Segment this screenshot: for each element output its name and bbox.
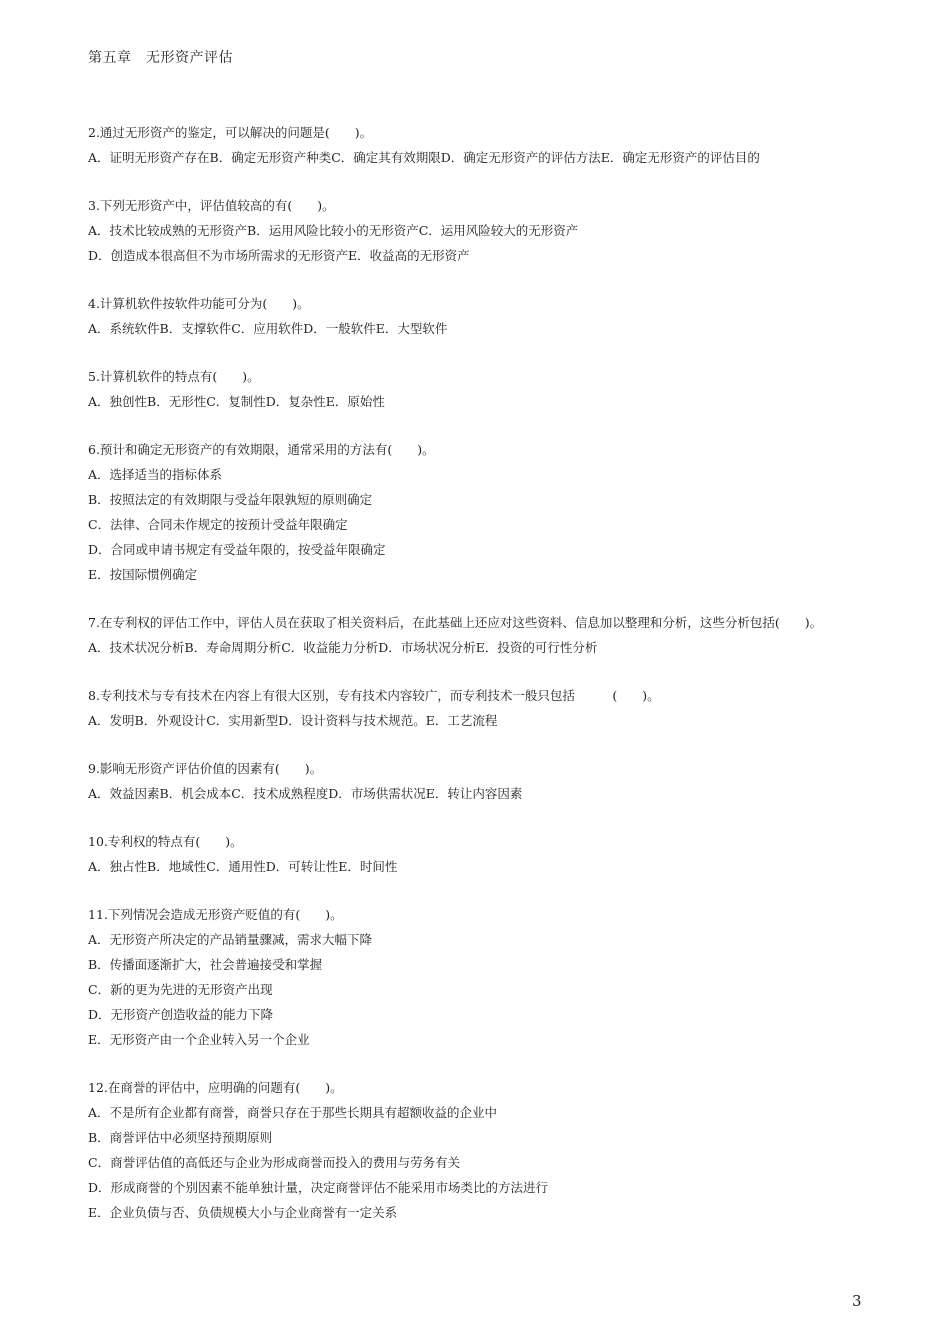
- question-options: B．传播面逐渐扩大，社会普遍接受和掌握: [88, 957, 323, 972]
- question-options: D．无形资产创造收益的能力下降: [88, 1007, 274, 1022]
- question-stem: 2.通过无形资产的鉴定，可以解决的问题是( )。: [88, 125, 373, 140]
- question-block: [88, 120, 878, 170]
- question-options: B．商誉评估中必须坚持预期原则: [88, 1130, 273, 1145]
- question-block: [88, 829, 878, 879]
- question-options: C．商誉评估值的高低还与企业为形成商誉而投入的费用与劳务有关: [88, 1155, 461, 1170]
- question-options: B．按照法定的有效期限与受益年限孰短的原则确定: [88, 492, 373, 507]
- question-options: A．不是所有企业都有商誉，商誉只存在于那些长期具有超额收益的企业中: [88, 1105, 498, 1120]
- question-options: A．系统软件B．支撑软件C．应用软件D．一般软件E．大型软件: [88, 321, 448, 336]
- question-block: [88, 437, 878, 587]
- question-options: E．无形资产由一个企业转入另一个企业: [88, 1032, 310, 1047]
- question-block: [88, 756, 878, 806]
- question-options: D．创造成本很高但不为市场所需求的无形资产E．收益高的无形资产: [88, 248, 470, 263]
- question-options: A．技术状况分析B．寿命周期分析C．收益能力分析D．市场状况分析E．投资的可行性分析: [88, 640, 598, 655]
- question-options: A．无形资产所决定的产品销量骤减，需求大幅下降: [88, 932, 373, 947]
- question-options: C．法律、合同未作规定的按预计受益年限确定: [88, 517, 348, 532]
- question-stem: 11.下列情况会造成无形资产贬值的有( )。: [88, 907, 343, 922]
- question-block: [88, 902, 878, 1052]
- question-options: A．独占性B．地域性C．通用性D．可转让性E．时间性: [88, 859, 398, 874]
- question-stem: 10.专利权的特点有( )。: [88, 834, 243, 849]
- question-stem: 6.预计和确定无形资产的有效期限，通常采用的方法有( )。: [88, 442, 435, 457]
- question-options: A．效益因素B．机会成本C．技术成熟程度D．市场供需状况E．转让内容因素: [88, 786, 523, 801]
- question-block: [88, 291, 878, 341]
- question-options: D．合同或申请书规定有受益年限的，按受益年限确定: [88, 542, 386, 557]
- page-header: 第五章 无形资产评估: [88, 50, 233, 66]
- question-stem: 9.影响无形资产评估价值的因素有( )。: [88, 761, 323, 776]
- question-block: [88, 683, 878, 733]
- question-options: A．技术比较成熟的无形资产B．运用风险比较小的无形资产C．运用风险较大的无形资产: [88, 223, 579, 238]
- page-number: 3: [852, 1292, 862, 1310]
- question-options: D．形成商誉的个别因素不能单独计量，决定商誉评估不能采用市场类比的方法进行: [88, 1180, 549, 1195]
- question-stem: 5.计算机软件的特点有( )。: [88, 369, 260, 384]
- question-block: [88, 193, 878, 268]
- question-stem: 12.在商誉的评估中，应明确的问题有( )。: [88, 1080, 343, 1095]
- question-list: [88, 120, 878, 1248]
- question-options: A．独创性B．无形性C．复制性D．复杂性E．原始性: [88, 394, 385, 409]
- question-options: E．企业负债与否、负债规模大小与企业商誉有一定关系: [88, 1205, 398, 1220]
- question-options: A．选择适当的指标体系: [88, 467, 223, 482]
- question-block: [88, 364, 878, 414]
- question-options: A．证明无形资产存在B．确定无形资产种类C．确定其有效期限D．确定无形资产的评估方法E．确定无形资产的评估目的: [88, 150, 760, 165]
- question-options: C．新的更为先进的无形资产出现: [88, 982, 273, 997]
- question-stem: 4.计算机软件按软件功能可分为( )。: [88, 296, 310, 311]
- question-stem: 8.专利技术与专有技术在内容上有很大区别，专有技术内容较广，而专利技术一般只包括 ( )。: [88, 688, 660, 703]
- question-block: [88, 610, 878, 660]
- question-stem: 3.下列无形资产中，评估值较高的有( )。: [88, 198, 335, 213]
- question-block: [88, 1075, 878, 1225]
- question-stem: 7.在专利权的评估工作中，评估人员在获取了相关资料后，在此基础上还应对这些资料、信息加以整理和分析，这些分析包括( )。: [88, 615, 823, 630]
- question-options: E．按国际惯例确定: [88, 567, 198, 582]
- question-options: A．发明B．外观设计C．实用新型D．设计资料与技术规范。E．工艺流程: [88, 713, 498, 728]
